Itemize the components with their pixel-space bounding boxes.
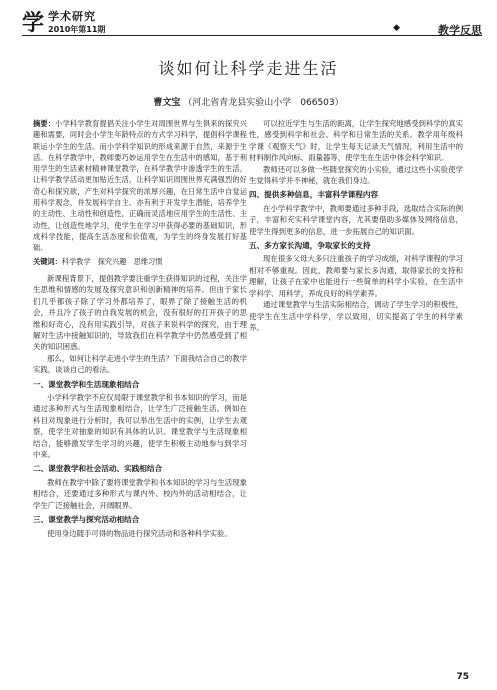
paragraph: 小学科学教学不应仅局限于课堂教学和书本知识的学习，而是通过多种形式与生活现象相结合，让学生广泛接触生活。例如在科目对现象进行分析时，我可以举出生活中的实例，让学生去观察，使学生对抽象的知识有具体的认识。课堂教学与生活现象相结合，能够激发学生学习的兴趣，使学生积极主动地参与到学习中来。 — [33, 393, 247, 460]
right-column — [249, 118, 463, 333]
author-affiliation: （河北省青龙县实验山小学 066503） — [183, 98, 344, 108]
paragraph: 现在很多父母大多只注重孩子的学习成绩，对科学课程的学习相对不够重视。因此，教师要与家长多沟通，取得家长的支持和理解，让孩子在家中也能进行一些简单的科学小实验，在生活中学科学、用科学，养成良好的科学素养。 — [249, 254, 463, 298]
header-rule — [22, 35, 482, 36]
paragraph: 使用身边随手可得的物品进行探究活动和各种科学实验。 — [47, 528, 232, 538]
article-title: 谈如何让科学走进生活 — [158, 59, 339, 78]
section-heading: 五、多方家长沟通，争取家长的支持 — [249, 241, 371, 251]
paragraph: 那么，如何让科学走进小学生的生活？下面我结合自己的教学实践，谈谈自己的看法。 — [33, 353, 247, 375]
abstract — [33, 118, 247, 254]
author-line — [0, 95, 497, 108]
abstract-label: 摘要： — [33, 119, 56, 128]
section-heading: 一、课堂教学和生活现象相结合 — [33, 379, 140, 389]
page-header — [22, 4, 482, 44]
keywords-text: 科学教学 探究兴趣 思维习惯 — [61, 256, 163, 266]
left-column — [33, 118, 247, 539]
keywords-label: 关键词： — [33, 256, 62, 266]
journal-subtitle: 学术研究 — [48, 10, 96, 23]
paragraph: 可以拉近学生与生活的距离，让学生探究地感受到科学的真实性，感受到科学和社会、科学和日常生活的关系。教学用年级科学课《观察天气》时，让学生每天记录天气情况，利用生活中的材料制作风向标、雨量器等，使学生在生活中体会科学知识。 — [249, 119, 463, 163]
section-heading: 三、课堂教学与探究活动相结合 — [33, 515, 140, 525]
paragraph: 在小学科学教学中，教师要通过多种手段，选取结合实际的例子，丰富和充实科学课堂内容，尤其要借助多媒体及网络信息，使学生得到更多的信息，进一步拓展自己的知识面。 — [249, 203, 463, 236]
paragraph: 新课程背景下，提倡教学要注重学生获得知识的过程，关注学生思维和情感的发展及探究意识和创新精神的培养。但由于家长们几乎都孩子除了学习外都培养了，眼界了除了接触生活的机会，并且冷了孩子的自我发展的机会，没有很好的打开孩子的思维和好奇心，没有用实践引导，对孩子来说科学的探究，由于理解对生活中接触知识的，导致我们在科学教学中仍然感受到了相关的知识困惑。 — [33, 273, 247, 352]
section-heading: 二、课堂教学和社会活动、实践相结合 — [33, 464, 163, 474]
paragraph: 教师在教学中除了要将课堂教学和书本知识的学习与生活现象相结合，还要通过多种形式与课内外、校内外的活动相结合，让学生广泛接触社会，开阔眼界。 — [33, 477, 247, 510]
journal-logo: 学 — [22, 10, 45, 36]
section-heading: 四、提供多种信息，丰富科学课程内容 — [249, 190, 379, 200]
abstract-text: 小学科学教育提倡关注小学生对周围世界与生俱来的探究兴趣和需要，同时会小学生年龄特点的方式学习科学，提倡科学课程联运小学生的生活。而小学科学知识的形成来源于自然，来源于生活。在科学教学中，教师要巧妙运用学生在生活中的感知，基于利用学生的生活素材精神课堂教学，在科学教学中渗透学生的生活，让科学教学活动更加贴近生活，让科学知识周围世界充满强烈的好奇心和探究欲，产生对科学探究的浓厚兴趣，在日常生活中自觉运用科学观念，并发展科学自主、亦有利于开发学生潜能，培养学生的主动性、主动性和创造性，正确而灵活地应用学生的生活性、主动性，让创造性地学习，使学生在学习中获得必要的基础知识，形成科学技能，提高生活态度和价值观，为学生的终身发展打好基础。 — [33, 119, 247, 253]
keywords — [33, 256, 247, 267]
issue-label: 2010年第11期 — [48, 25, 106, 34]
diamond-icon: ◆ — [393, 23, 400, 33]
page-number: 75 — [456, 672, 469, 682]
author-name: 曹文宝 — [153, 98, 181, 108]
column-tag: 教学反思 — [438, 24, 482, 37]
paragraph: 通过课堂教学与生活实际相结合，调动了学生学习的积极性，使学生在生活中学科学，学以致用，切实提高了学生的科学素养。 — [249, 300, 463, 332]
paragraph: 教师还可以多做一些随堂探究的小实验，通过这些小实验使学生觉得科学并不神秘，就在我们身边。 — [249, 164, 463, 186]
